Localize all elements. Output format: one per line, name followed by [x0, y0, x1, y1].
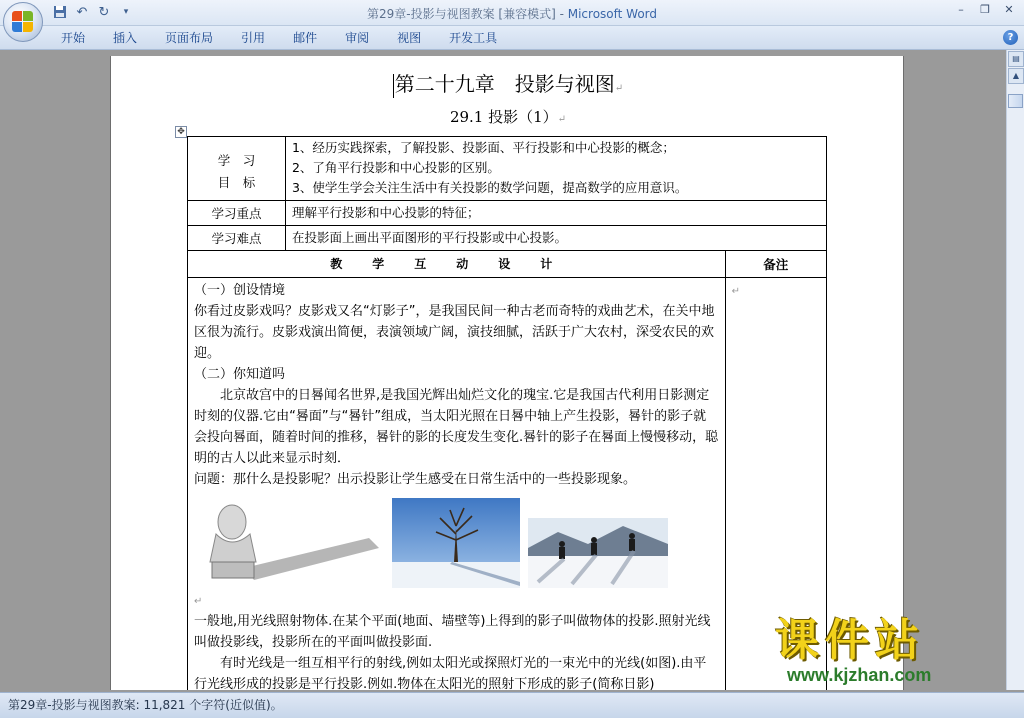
- skiers-picture[interactable]: [528, 518, 668, 588]
- design-body-cell: [188, 278, 726, 691]
- title-bar: [0, 0, 1024, 26]
- document-subtitle-text: 29.1 投影（1）: [449, 108, 558, 126]
- empty-paragraph: [194, 590, 719, 611]
- bust-shadow-picture[interactable]: [194, 498, 384, 588]
- section1-text: 你看过皮影戏吗？皮影戏又名“灯影子”，是我国民间一种古老而奇特的戏曲艺术，在关中地区很为流行。皮影戏演出简便，表演领域广阔，演技细腻，活跃于广大农村，深受农民的欢迎。: [194, 304, 715, 361]
- section2-title: （二）你知道吗: [194, 367, 286, 382]
- customize-qat-icon[interactable]: ▾: [123, 7, 129, 17]
- goal-item: 1、经历实践探索，了解投影、投影面、平行投影和中心投影的概念；: [291, 140, 675, 155]
- window-controls: [950, 2, 1020, 18]
- question-text: 问题：那什么是投影呢？出示投影让学生感受在日常生活中的一些投影现象。: [194, 472, 637, 487]
- status-text[interactable]: 第29章-投影与视图教案: 11,821 个字符(近似值)。: [8, 698, 283, 712]
- goals-cell: [285, 137, 826, 201]
- goals-label-line2: 目 标: [217, 174, 256, 190]
- undo-icon[interactable]: ↶: [76, 4, 88, 20]
- table-row: [188, 137, 827, 201]
- tab-developer[interactable]: 开发工具: [449, 31, 498, 45]
- difficulty-text: 在投影面上画出平面图形的平行投影或中心投影。: [285, 226, 826, 251]
- tab-mailings[interactable]: 邮件: [293, 31, 318, 45]
- section2-text: 北京故宫中的日晷闻名世界,是我国光辉出灿烂文化的瑰宝.它是我国古代利用日影测定时刻的仪器.它由“晷面”与“晷针”组成，当太阳光照在日晷中轴上产生投影，晷针的影子就会投向晷面，随着时间的推移，晷针的影的长度发生变化.晷针的影子在晷面上慢慢移动，聪明的古人以此来显示时刻．: [194, 388, 719, 466]
- paragraph-mark: ↵: [614, 83, 624, 94]
- definition-text: 一般地,用光线照射物体.在某个平面(地面、墙壁等)上得到的影子叫做物体的投影.照射光线叫做投影线，投影所在的平面叫做投影面.: [194, 614, 711, 650]
- vertical-scrollbar[interactable]: [1006, 50, 1024, 690]
- watermark-logo: [775, 617, 1005, 689]
- watermark-url: www.kjzhan.com: [787, 665, 932, 685]
- ruler-toggle-icon[interactable]: ▤: [1008, 51, 1024, 67]
- paragraph-mark: ↵: [557, 114, 567, 125]
- difficulty-label-cell: 学习难点: [188, 226, 286, 251]
- tab-home[interactable]: 开始: [61, 31, 86, 45]
- window-title: [0, 5, 1024, 22]
- table-row: [188, 226, 827, 251]
- table-move-handle-icon[interactable]: ✥: [175, 126, 187, 138]
- office-logo-icon: [12, 11, 34, 33]
- focus-label-cell: 学习重点: [188, 201, 286, 226]
- help-icon[interactable]: ?: [1003, 30, 1018, 45]
- table-row: [188, 251, 827, 278]
- tab-references[interactable]: 引用: [241, 31, 266, 45]
- lesson-table: [187, 136, 827, 690]
- table-row: [188, 278, 827, 691]
- document-title-text: 第二十九章 投影与视图: [394, 72, 615, 96]
- document-page[interactable]: [110, 56, 904, 690]
- restore-button[interactable]: ❐: [980, 3, 990, 16]
- tab-insert[interactable]: 插入: [113, 31, 138, 45]
- picture-row: [194, 496, 719, 588]
- status-bar: [0, 692, 1024, 718]
- goals-label-cell: [188, 137, 286, 201]
- section1-title: （一）创设情境: [194, 283, 286, 298]
- tree-snow-picture[interactable]: [392, 498, 520, 588]
- tab-page-layout[interactable]: 页面布局: [165, 31, 214, 45]
- goals-label-line1: 学 习: [217, 152, 256, 168]
- minimize-button[interactable]: –: [958, 3, 964, 16]
- focus-text: 理解平行投影和中心投影的特征；: [285, 201, 826, 226]
- office-button[interactable]: [3, 2, 43, 42]
- document-title: [111, 68, 905, 98]
- table-row: [188, 201, 827, 226]
- scroll-thumb[interactable]: [1008, 94, 1023, 108]
- parallel-text: 有时光线是一组互相平行的射线,例如太阳光或探照灯光的一束光中的光线(如图).由平行光线形成的投影是平行投影.例如.物体在太阳光的照射下形成的影子(简称日影): [194, 656, 707, 690]
- tab-view[interactable]: 视图: [397, 31, 422, 45]
- document-subtitle: [111, 106, 905, 127]
- window-title-app: Microsoft Word: [567, 7, 658, 21]
- paragraph-mark: ↵: [731, 286, 740, 297]
- ribbon: [0, 26, 1024, 50]
- document-workspace: [0, 50, 1006, 690]
- goal-item: 2、了角平行投影和中心投影的区别。: [291, 160, 500, 175]
- paragraph-mark: ↵: [194, 596, 203, 607]
- redo-icon[interactable]: ↻: [98, 4, 110, 20]
- text-cursor: [393, 74, 394, 98]
- close-button[interactable]: ✕: [1004, 3, 1014, 16]
- tab-review[interactable]: 审阅: [345, 31, 370, 45]
- watermark-title: 课件站: [775, 615, 925, 666]
- goal-item: 3、使学生学会关注生活中有关投影的数学问题，提高数学的应用意识。: [291, 180, 688, 195]
- ribbon-tabs: [47, 26, 511, 50]
- window-title-doc: 第29章-投影与视图教案 [兼容模式] -: [366, 7, 568, 21]
- remarks-header: 备注: [725, 251, 826, 278]
- scroll-up-icon[interactable]: ▲: [1008, 68, 1024, 84]
- design-header: 教学互动设计: [188, 251, 726, 278]
